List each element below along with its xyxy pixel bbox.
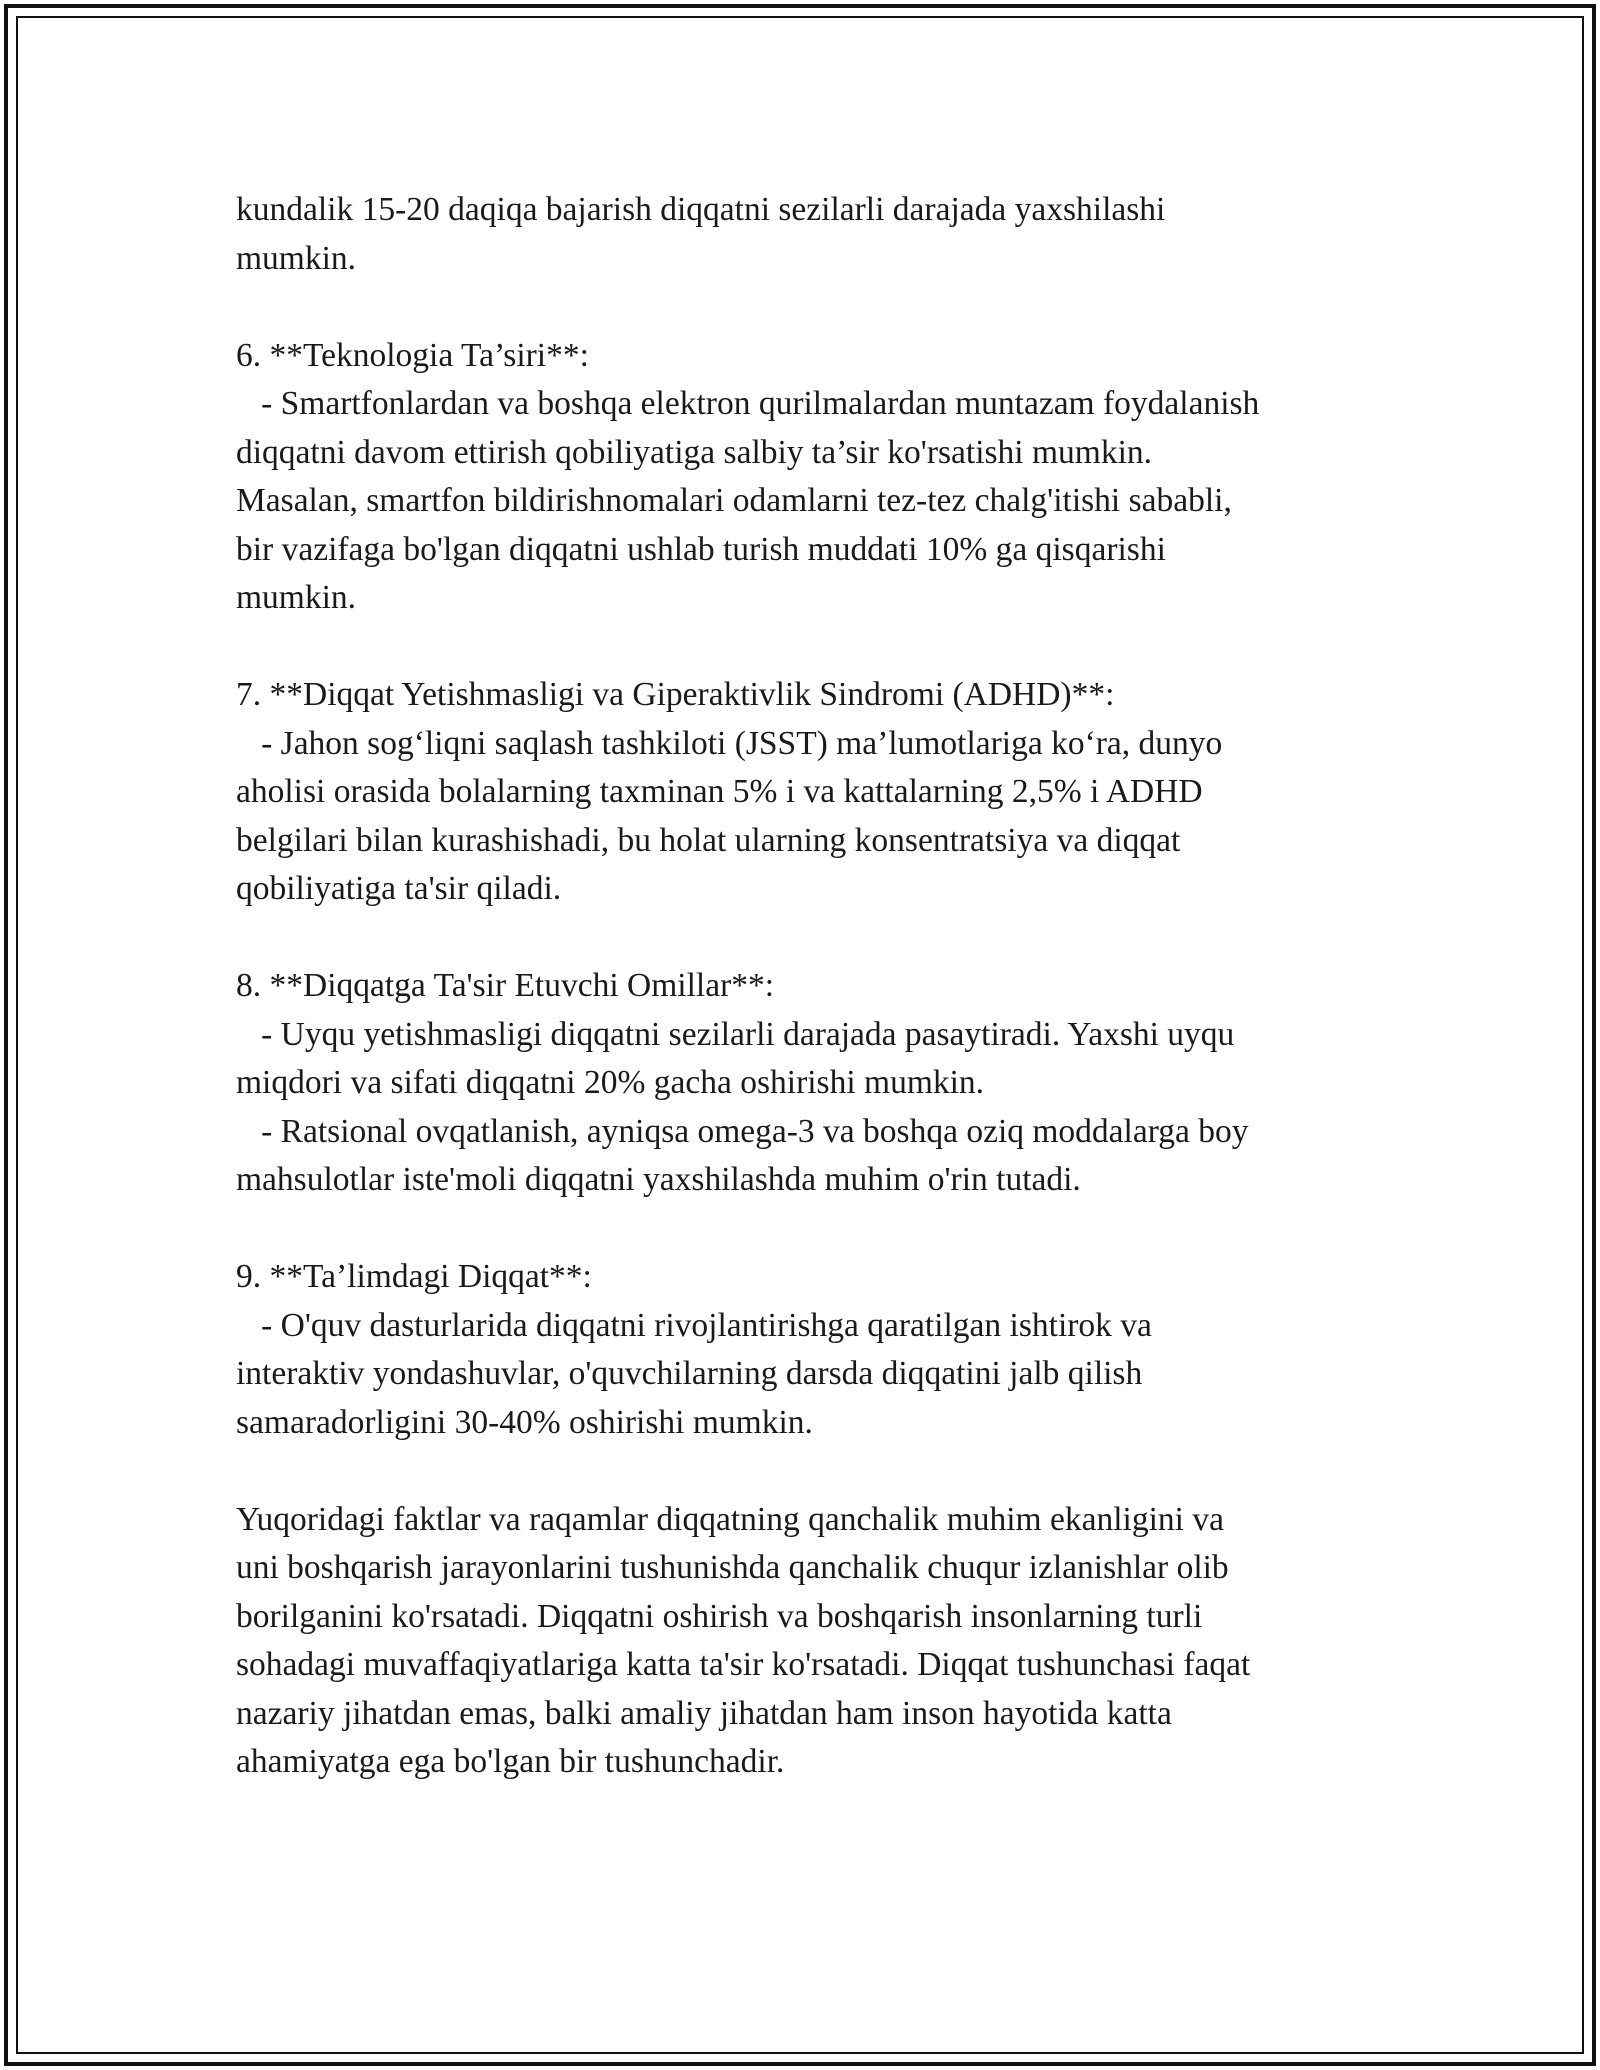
text-line: Yuqoridagi faktlar va raqamlar diqqatning qanchalik muhim ekanligini va — [236, 1500, 1224, 1538]
section-heading: 8. **Diqqatga Ta'sir Etuvchi Omillar**: — [236, 967, 775, 1004]
section-item-9 — [236, 1253, 1386, 1447]
paragraph-gap — [236, 914, 1386, 963]
text-line: nazariy jihatdan emas, balki amaliy jihatdan ham inson hayotida katta — [236, 1694, 1172, 1732]
text-line: aholisi orasida bolalarning taxminan 5% i va kattalarning 2,5% i ADHD — [236, 773, 1203, 810]
text-line: qobiliyatiga ta'sir qiladi. — [236, 870, 562, 907]
section-heading: 7. **Diqqat Yetishmasligi va Giperaktivlik Sindromi (ADHD)**: — [236, 676, 1115, 713]
text-line: - O'quv dasturlarida diqqatni rivojlantirishga qaratilgan ishtirok va — [236, 1306, 1152, 1344]
text-line: - Jahon sog‘liqni saqlash tashkiloti (JSST) ma’lumotlariga ko‘ra, dunyo — [236, 724, 1223, 762]
text-line: bir vazifaga bo'lgan diqqatni ushlab turish muddati 10% ga qisqarishi — [236, 530, 1166, 568]
text-line: ahamiyatga ega bo'lgan bir tushunchadir. — [236, 1743, 785, 1780]
text-line: miqdori va sifati diqqatni 20% gacha oshirishi mumkin. — [236, 1064, 985, 1101]
section-item-7 — [236, 671, 1386, 914]
section-item-6 — [236, 332, 1386, 623]
document-body — [236, 186, 1386, 1787]
text-line: borilganini ko'rsatadi. Diqqatni oshirish va boshqarish insonlarning turli — [236, 1597, 1203, 1635]
section-heading: 6. **Teknologia Ta’siri**: — [236, 336, 589, 374]
text-line: uni boshqarish jarayonlarini tushunishda qanchalik chuqur izlanishlar olib — [236, 1549, 1229, 1586]
paragraph-gap — [236, 1205, 1386, 1254]
paragraph-gap — [236, 1447, 1386, 1496]
text-line: diqqatni davom ettirish qobiliyatiga salbiy ta’sir ko'rsatishi mumkin. — [236, 433, 1153, 471]
section-item-8 — [236, 962, 1386, 1205]
text-line: mahsulotlar iste'moli diqqatni yaxshilashda muhim o'rin tutadi. — [236, 1161, 1081, 1198]
paragraph-gap — [236, 283, 1386, 332]
text-line: - Ratsional ovqatlanish, ayniqsa omega-3 va boshqa oziq moddalarga boy — [236, 1112, 1249, 1150]
text-line: - Uyqu yetishmasligi diqqatni sezilarli darajada pasaytiradi. Yaxshi uyqu — [236, 1015, 1235, 1053]
text-line: samaradorligini 30-40% oshirishi mumkin. — [236, 1403, 813, 1441]
paragraph-gap — [236, 623, 1386, 672]
text-line: sohadagi muvaffaqiyatlariga katta ta'sir ko'rsatadi. Diqqat tushunchasi faqat — [236, 1646, 1251, 1683]
paragraph-conclusion — [236, 1496, 1386, 1787]
paragraph-intro — [236, 186, 1386, 283]
text-line: - Smartfonlardan va boshqa elektron qurilmalardan muntazam foydalanish — [236, 385, 1260, 422]
text-line: belgilari bilan kurashishadi, bu holat ularning konsentratsiya va diqqat — [236, 821, 1181, 859]
text-line: interaktiv yondashuvlar, o'quvchilarning darsda diqqatini jalb qilish — [236, 1355, 1143, 1392]
text-line: mumkin. — [236, 579, 357, 616]
section-heading: 9. **Ta’limdagi Diqqat**: — [236, 1258, 592, 1295]
text-line: kundalik 15-20 daqiqa bajarish diqqatni sezilarli darajada yaxshilashi — [236, 191, 1166, 228]
text-line: Masalan, smartfon bildirishnomalari odamlarni tez-tez chalg'itishi sababli, — [236, 482, 1232, 519]
text-line: mumkin. — [236, 239, 357, 277]
